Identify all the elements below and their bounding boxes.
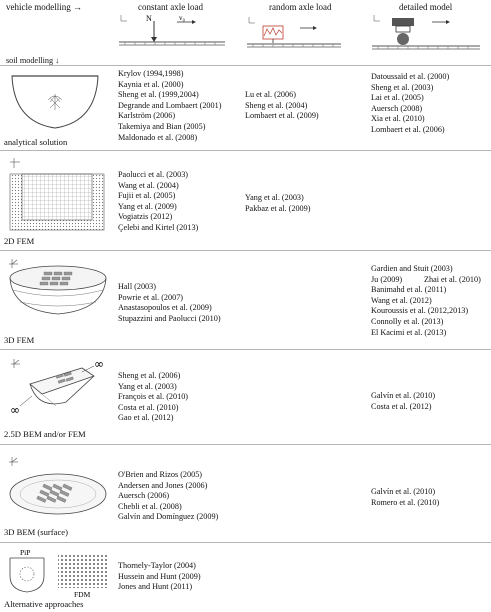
ref: François et al. (2010) xyxy=(118,392,189,402)
refs-2dfem-constant xyxy=(118,170,198,234)
pip-label: PiP xyxy=(20,548,31,557)
ref-zhai-2010: Zhai et al. (2010) xyxy=(424,274,481,284)
3d-fem-icon xyxy=(6,256,110,320)
load-N-label: N xyxy=(146,14,152,23)
ref: Anastasopoulos et al. (2009) xyxy=(118,303,212,313)
row-divider xyxy=(0,250,491,251)
2d-fem-icon xyxy=(8,156,106,232)
ref: Auersch (2008) xyxy=(371,103,423,113)
row-label-2d-fem: 2D FEM xyxy=(4,236,35,246)
infinity-icon: ∞ xyxy=(94,357,104,371)
3d-bem-surface-icon xyxy=(6,454,110,520)
header-constant-axle-load: constant axle load xyxy=(138,2,203,12)
ref: Andersen and Jones (2006) xyxy=(118,480,208,490)
ref: Datoussaïd et al. (2000) xyxy=(371,72,450,81)
ref: Galvín and Domínguez (2009) xyxy=(118,512,219,522)
ref: Wang et al. (2004) xyxy=(118,180,179,190)
row-label-2-5d-bem: 2.5D BEM and/or FEM xyxy=(4,429,86,439)
refs-alt-constant xyxy=(118,561,201,593)
ref: Gardien and Stuit (2003) xyxy=(371,264,453,273)
refs-3dbem-detailed xyxy=(371,487,439,508)
ref: Xia et al. (2010) xyxy=(371,114,425,124)
refs-analytical-detailed xyxy=(371,72,449,136)
refs-2-5d-detailed xyxy=(371,391,435,412)
detailed-model-icon xyxy=(370,12,482,52)
velocity-label: v₀ xyxy=(179,14,185,22)
ref: Sheng et al. (2006) xyxy=(118,371,181,380)
header-random-axle-load: random axle load xyxy=(269,2,332,12)
ref: Sheng et al. (2004) xyxy=(245,100,308,110)
row-label-analytical: analytical solution xyxy=(4,137,68,147)
ref: Chebli et al. (2008) xyxy=(118,501,182,511)
refs-3dbem-constant xyxy=(118,470,218,523)
ref: Yang et al. (2003) xyxy=(245,193,304,202)
refs-2-5d-constant xyxy=(118,371,188,424)
alternative-approaches-icon xyxy=(4,546,112,598)
ref: Kaynia et al. (2000) xyxy=(118,79,184,89)
ref: Romero et al. (2010) xyxy=(371,497,440,507)
ref: Takemiya and Bian (2005) xyxy=(118,121,206,131)
fdm-label: FDM xyxy=(74,590,91,599)
header-divider xyxy=(0,65,491,66)
ref: Yang et al. (2003) xyxy=(118,381,177,391)
ref: Lu et al. (2006) xyxy=(245,90,296,99)
ref: Kouroussis et al. (2012,2013) xyxy=(371,306,469,316)
ref: Hussein and Hunt (2009) xyxy=(118,571,201,581)
ref: Paolucci et al. (2003) xyxy=(118,170,189,179)
ref: Wang et al. (2012) xyxy=(371,295,432,305)
row-label-3d-bem: 3D BEM (surface) xyxy=(4,527,68,537)
ref: Banimahd et al. (2011) xyxy=(371,285,447,295)
ref: Connolly et al. (2013) xyxy=(371,316,444,326)
ref: Costa et al. (2010) xyxy=(118,402,179,412)
refs-2dfem-random xyxy=(245,193,310,214)
ref: Jones and Hunt (2011) xyxy=(118,582,193,592)
constant-load-icon xyxy=(117,12,227,52)
ref: Sheng et al. (2003) xyxy=(371,82,434,92)
ref: Lombaert et al. (2009) xyxy=(245,111,319,121)
ref: Çelebi and Kirtel (2013) xyxy=(118,222,199,232)
ref: Hall (2003) xyxy=(118,282,156,291)
ref: Lai et al. (2005) xyxy=(371,93,424,103)
ref: Sheng et al. (1999,2004) xyxy=(118,90,199,100)
ref: Lombaert et al. (2006) xyxy=(371,124,445,134)
ref: Karlström (2006) xyxy=(118,111,176,121)
row-divider xyxy=(0,444,491,445)
random-load-icon xyxy=(245,14,345,54)
row-label-alternative: Alternative approaches xyxy=(4,599,84,609)
refs-3dfem-constant xyxy=(118,282,221,324)
infinity-icon: ∞ xyxy=(10,403,20,417)
ref: Krylov (1994,1998) xyxy=(118,69,184,78)
ref: Vogiatzis (2012) xyxy=(118,212,173,222)
ref: Fujii et al. (2005) xyxy=(118,191,176,201)
header-detailed-model: detailed model xyxy=(399,2,453,12)
row-divider xyxy=(0,542,491,543)
ref: Degrande and Lombaert (2001) xyxy=(118,100,222,110)
ref: Powrie et al. (2007) xyxy=(118,292,184,302)
header-soil-modelling: soil modelling ↓ xyxy=(6,56,60,65)
row-divider xyxy=(0,150,491,151)
header-vehicle-modelling: vehicle modelling → xyxy=(6,2,82,12)
ref: Ju (2009) xyxy=(371,274,403,284)
ref: Maldonado et al. (2008) xyxy=(118,132,198,142)
ref: Gao et al. (2012) xyxy=(118,413,174,423)
row-divider xyxy=(0,349,491,350)
ref: Stupazzini and Paolucci (2010) xyxy=(118,313,221,323)
refs-analytical-random xyxy=(245,90,319,122)
ref: Pakbaz et al. (2009) xyxy=(245,203,311,213)
row-label-3d-fem: 3D FEM xyxy=(4,335,35,345)
ref: O'Brien and Rizos (2005) xyxy=(118,470,203,479)
ref: Yang et al. (2009) xyxy=(118,201,177,211)
refs-analytical-constant xyxy=(118,69,221,143)
ref: Galvín et al. (2010) xyxy=(371,391,436,400)
2-5d-bem-icon xyxy=(8,356,110,418)
ref: Thornely-Taylor (2004) xyxy=(118,561,196,570)
ref: Auersch (2006) xyxy=(118,491,170,501)
ref: Costa et al. (2012) xyxy=(371,401,432,411)
ref: El Kacimi et al. (2013) xyxy=(371,327,447,337)
ref: Galvín et al. (2010) xyxy=(371,487,436,496)
analytical-solution-icon xyxy=(10,70,100,132)
